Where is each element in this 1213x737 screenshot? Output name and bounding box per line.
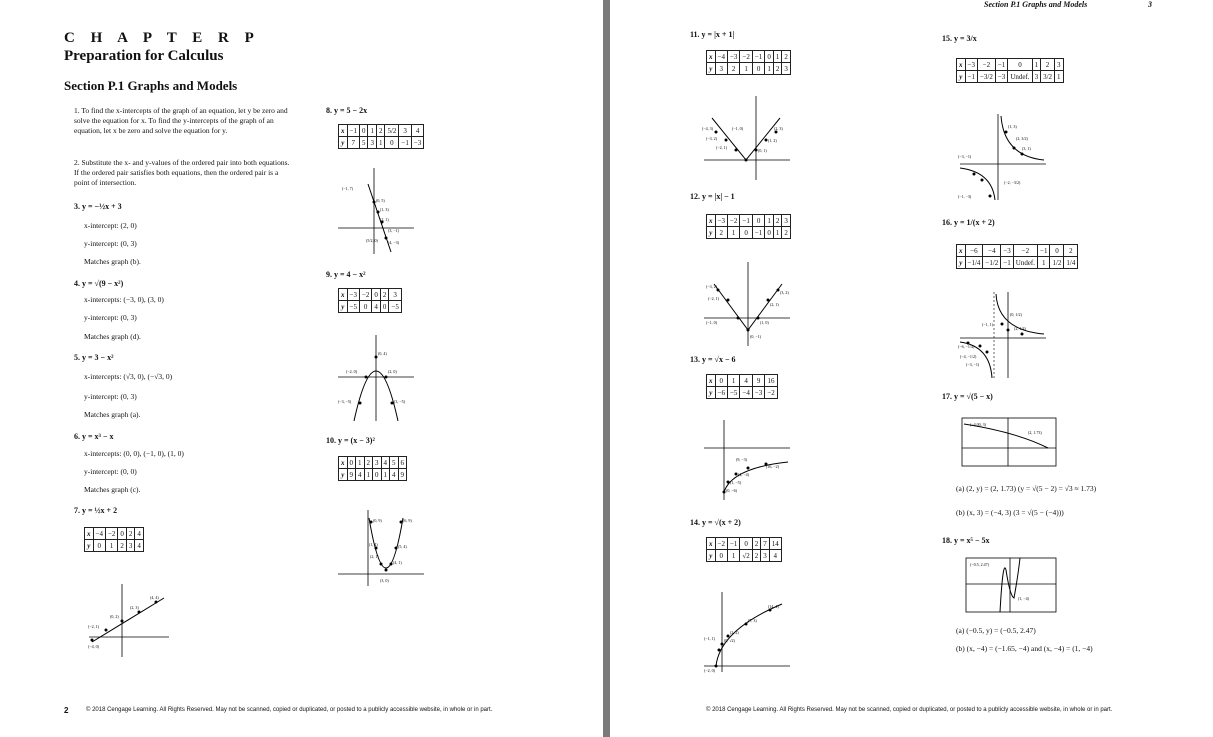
table-cell: 1: [765, 215, 774, 227]
table-cell: −2: [105, 528, 117, 540]
exercise-13-table: [706, 374, 778, 399]
table-cell: −1: [347, 125, 359, 137]
table-cell: −3: [347, 289, 359, 301]
table-cell: x: [707, 375, 716, 387]
point-label: (2, 1/4): [1014, 326, 1026, 331]
table-cell: −1: [1038, 245, 1050, 257]
exercise-14-equation: 14. y = √(x + 2): [690, 518, 741, 527]
table-cell: −5: [727, 387, 739, 399]
table-cell: 5/2: [385, 125, 399, 137]
table-cell: 4: [381, 457, 390, 469]
left-footer: © 2018 Cengage Learning. All Rights Reserved. May not be scanned, copied or duplicated, or posted to a publicly accessible website, in whole or in part.: [86, 707, 493, 713]
table-cell: −2: [740, 51, 752, 63]
exercise-14-graph: [702, 590, 792, 674]
table-cell: y: [707, 387, 716, 399]
point-label: (7, 3): [748, 618, 757, 623]
table-cell: 2: [376, 125, 385, 137]
table-cell: 4: [135, 540, 144, 552]
exercise-5-xint: x-intercepts: (√3, 0), (−√3, 0): [84, 372, 173, 381]
exercise-18-part-a: (a) (−0.5, y) = (−0.5, 2.47): [956, 626, 1036, 635]
exercise-3-match: Matches graph (b).: [84, 257, 141, 266]
point-label: (−2, 1): [88, 624, 99, 629]
exercise-11-graph: [702, 94, 792, 182]
table-cell: 1: [727, 227, 739, 239]
point-label: (2, 2): [730, 630, 739, 635]
table-cell: 1: [105, 540, 117, 552]
table-cell: 2: [715, 227, 727, 239]
point-label: (−6, −1/4): [958, 344, 975, 349]
right-page-number: 3: [1148, 0, 1152, 9]
point-label: (−2, 1): [708, 296, 719, 301]
point-label: (5, 4): [398, 544, 407, 549]
table-row: [339, 137, 424, 149]
table-cell: 1: [1038, 257, 1050, 269]
table-cell: 1/2: [1050, 257, 1064, 269]
point-label: (4, 4): [150, 595, 159, 600]
table-cell: −2: [359, 289, 371, 301]
table-cell: x: [707, 51, 716, 63]
table-cell: 4: [390, 469, 399, 481]
point-label: (0, −6): [726, 488, 737, 493]
table-cell: x: [339, 289, 348, 301]
table-cell: 1: [1032, 59, 1041, 71]
table-cell: −2: [727, 215, 739, 227]
point-label: (−3, −1): [966, 362, 980, 367]
point-label: (0, √2): [724, 638, 735, 643]
table-row: [339, 301, 402, 313]
table-row: [707, 227, 791, 239]
table-cell: 1/4: [1064, 257, 1078, 269]
exercise-18-part-b: (b) (x, −4) = (−1.65, −4) and (x, −4) = (1, −4): [956, 644, 1093, 653]
exercise-9-graph: [336, 333, 416, 423]
table-row: [339, 289, 402, 301]
table-cell: 1: [381, 469, 390, 481]
exercise-12-equation: 12. y = |x| − 1: [690, 192, 735, 201]
table-row: [707, 375, 778, 387]
exercise-17-equation: 17. y = √(5 − x): [942, 392, 993, 401]
exercise-18-graph: [956, 556, 1060, 616]
table-cell: 3: [373, 457, 382, 469]
exercise-4-xint: x-intercepts: (−3, 0), (3, 0): [84, 295, 164, 304]
exercise-8-equation: 8. y = 5 − 2x: [326, 106, 368, 115]
point-label: (6, 9): [403, 518, 412, 523]
table-cell: Undef.: [1013, 257, 1037, 269]
table-cell: 3: [782, 63, 791, 75]
table-cell: 1: [773, 51, 782, 63]
table-cell: 2: [364, 457, 373, 469]
point-label: (−2, −3/2): [1004, 180, 1021, 185]
point-label: (5/2, 0): [366, 238, 378, 243]
table-row: [339, 125, 424, 137]
table-cell: −3: [752, 387, 764, 399]
table-cell: 2: [118, 540, 127, 552]
table-cell: 1: [1055, 71, 1064, 83]
table-cell: −5: [389, 301, 401, 313]
table-row: [339, 457, 407, 469]
exercise-3-yint: y-intercept: (0, 3): [84, 239, 137, 248]
point-label: (4, −3): [388, 240, 399, 245]
table-row: [85, 528, 144, 540]
exercise-8-table: [338, 124, 424, 149]
table-cell: 6: [398, 457, 407, 469]
table-cell: y: [339, 301, 348, 313]
exercise-6-match: Matches graph (c).: [84, 485, 141, 494]
point-label: (−1, 0): [706, 320, 717, 325]
table-cell: 1: [364, 469, 373, 481]
table-cell: 16: [765, 375, 777, 387]
table-cell: −1: [740, 215, 752, 227]
exercise-4-match: Matches graph (d).: [84, 332, 141, 341]
table-cell: 1: [376, 137, 385, 149]
point-label: (3, −1): [388, 228, 399, 233]
exercise-10-table: [338, 456, 407, 481]
table-cell: y: [339, 469, 348, 481]
table-cell: 2: [727, 63, 739, 75]
table-cell: 7: [761, 538, 770, 550]
exercise-6-yint: y-intercept: (0, 0): [84, 467, 137, 476]
point-label: (2, 1): [770, 302, 779, 307]
table-cell: −6: [965, 245, 983, 257]
table-cell: 4: [740, 375, 752, 387]
table-cell: 2: [782, 51, 791, 63]
table-cell: 0: [118, 528, 127, 540]
point-label: (−4, 0): [88, 644, 99, 649]
table-cell: 0: [385, 137, 399, 149]
point-label: (1, −4): [1018, 596, 1029, 601]
table-cell: Undef.: [1008, 71, 1032, 83]
table-cell: x: [957, 245, 966, 257]
table-cell: −3: [1001, 245, 1013, 257]
point-label: (−1, 7): [342, 186, 353, 191]
table-cell: 4: [372, 301, 381, 313]
table-cell: 2: [773, 63, 782, 75]
table-cell: 0: [359, 125, 368, 137]
table-cell: −1: [995, 59, 1007, 71]
table-cell: −2: [977, 59, 995, 71]
exercise-12-table: [706, 214, 791, 239]
table-cell: −2: [1013, 245, 1037, 257]
exercise-15-graph: [958, 112, 1048, 202]
exercise-8-graph: [336, 166, 416, 256]
table-cell: 0: [765, 51, 774, 63]
point-label: (0, 1): [758, 148, 767, 153]
table-cell: 0: [740, 227, 752, 239]
point-label: (1, 4): [369, 542, 378, 547]
point-label: (1, 2): [768, 138, 777, 143]
exercise-3-xint: x-intercept: (2, 0): [84, 221, 137, 230]
running-head: Section P.1 Graphs and Models: [984, 0, 1088, 9]
table-row: [707, 215, 791, 227]
chapter-title: Preparation for Calculus: [64, 48, 224, 64]
table-cell: 3: [399, 125, 411, 137]
point-label: (0, 5): [376, 198, 385, 203]
table-cell: 1: [773, 227, 782, 239]
point-label: (2, 3): [130, 605, 139, 610]
point-label: (3, 1): [1022, 146, 1031, 151]
table-cell: 5: [390, 457, 399, 469]
point-label: (−4, 3): [702, 126, 713, 131]
table-cell: x: [707, 215, 716, 227]
table-row: [957, 245, 1078, 257]
table-cell: 0: [373, 469, 382, 481]
exercise-16-graph: [958, 290, 1048, 380]
table-cell: 9: [398, 469, 407, 481]
table-cell: 2: [752, 538, 761, 550]
table-cell: x: [339, 125, 348, 137]
point-label: (−1, 1): [704, 636, 715, 641]
exercise-15-table: [956, 58, 1064, 83]
table-cell: 2: [126, 528, 135, 540]
table-row: [957, 257, 1078, 269]
table-cell: 0: [715, 375, 727, 387]
exercise-10-graph: [336, 508, 426, 588]
table-cell: 4: [769, 550, 781, 562]
table-cell: −1: [965, 71, 977, 83]
table-cell: −1/2: [983, 257, 1001, 269]
table-cell: 3/2: [1041, 71, 1055, 83]
table-cell: √2: [740, 550, 752, 562]
table-cell: 2: [773, 215, 782, 227]
table-cell: 1: [740, 63, 752, 75]
table-cell: 1: [765, 63, 774, 75]
table-cell: −4: [740, 387, 752, 399]
table-cell: 0: [372, 289, 381, 301]
point-label: (−4.00, 3): [970, 422, 986, 427]
point-label: (2, 0): [388, 369, 397, 374]
point-label: (−4, −1/2): [960, 354, 977, 359]
table-cell: 3: [715, 63, 727, 75]
point-label: (4, 1): [393, 560, 402, 565]
table-cell: 2: [1041, 59, 1055, 71]
table-cell: 3: [126, 540, 135, 552]
table-cell: 0: [715, 550, 727, 562]
exercise-5-equation: 5. y = 3 − x²: [74, 353, 114, 362]
table-cell: −1: [752, 51, 764, 63]
table-row: [339, 469, 407, 481]
table-cell: 0: [93, 540, 105, 552]
table-cell: −4: [93, 528, 105, 540]
table-cell: 0: [752, 215, 764, 227]
point-label: (0, 2): [110, 614, 119, 619]
table-cell: −3: [411, 137, 423, 149]
exercise-4-equation: 4. y = √(9 − x²): [74, 279, 124, 288]
table-cell: 5: [359, 137, 368, 149]
table-cell: 0: [752, 63, 764, 75]
table-cell: 0: [1008, 59, 1032, 71]
exercise-11-table: [706, 50, 791, 75]
table-cell: 3: [782, 215, 791, 227]
table-cell: −3: [965, 59, 977, 71]
exercise-17-graph: [956, 416, 1060, 468]
exercise-10-equation: 10. y = (x − 3)²: [326, 436, 375, 445]
exercise-9-table: [338, 288, 402, 313]
exercise-15-equation: 15. y = 3/x: [942, 34, 977, 43]
chapter-label: C H A P T E R P: [64, 30, 260, 46]
table-cell: 9: [347, 469, 356, 481]
table-cell: −3: [995, 71, 1007, 83]
point-label: (2, 3): [774, 126, 783, 131]
exercise-14-table: [706, 537, 782, 562]
table-cell: y: [957, 257, 966, 269]
exercise-17-part-b: (b) (x, 3) = (−4, 3) (3 = √(5 − (−4))): [956, 508, 1064, 517]
table-cell: 3: [1032, 71, 1041, 83]
table-cell: y: [707, 63, 716, 75]
table-cell: 0: [380, 301, 389, 313]
point-label: (1, 3): [1008, 124, 1017, 129]
point-label: (2, 3/2): [1016, 136, 1028, 141]
point-label: (−0.5, 2.47): [970, 562, 989, 567]
point-label: (−2, 0): [704, 668, 715, 673]
table-row: [957, 71, 1064, 83]
page-gutter: [603, 0, 610, 737]
point-label: (3, 0): [380, 578, 389, 583]
section-title: Section P.1 Graphs and Models: [64, 78, 238, 93]
table-cell: 2: [380, 289, 389, 301]
point-label: (14, 4): [768, 604, 779, 609]
point-label: (1, 3): [380, 207, 389, 212]
table-cell: −3/2: [977, 71, 995, 83]
table-cell: y: [707, 227, 716, 239]
table-row: [85, 540, 144, 552]
table-cell: 1: [727, 375, 739, 387]
table-cell: −1: [752, 227, 764, 239]
table-cell: −2: [765, 387, 777, 399]
point-label: (−1, 0): [732, 126, 743, 131]
point-label: (−1, −3): [958, 194, 972, 199]
exercise-5-yint: y-intercept: (0, 3): [84, 392, 137, 401]
table-cell: 3: [368, 137, 377, 149]
table-cell: 4: [135, 528, 144, 540]
table-cell: −4: [983, 245, 1001, 257]
table-row: [707, 387, 778, 399]
table-cell: x: [707, 538, 716, 550]
point-label: (0, 9): [373, 518, 382, 523]
table-cell: −5: [347, 301, 359, 313]
exercise-11-equation: 11. y = |x + 1|: [690, 30, 735, 39]
exercise-3-equation: 3. y = −½x + 3: [74, 202, 122, 211]
exercise-16-table: [956, 244, 1078, 269]
table-cell: 0: [347, 457, 356, 469]
table-cell: −2: [715, 538, 727, 550]
table-cell: 0: [359, 301, 371, 313]
table-cell: x: [957, 59, 966, 71]
point-label: (2, 1.73): [1028, 430, 1042, 435]
point-label: (−2, 0): [346, 369, 357, 374]
table-cell: 14: [769, 538, 781, 550]
point-label: (3, 2): [780, 290, 789, 295]
table-cell: −4: [715, 51, 727, 63]
table-cell: −3: [715, 215, 727, 227]
point-label: (2, 1): [380, 217, 389, 222]
right-footer: © 2018 Cengage Learning. All Rights Reserved. May not be scanned, copied or duplicated, or posted to a publicly accessible website, in whole or in part.: [706, 707, 1113, 713]
table-cell: 3: [389, 289, 401, 301]
exercise-6-xint: x-intercepts: (0, 0), (−1, 0), (1, 0): [84, 449, 184, 458]
exercise-7-graph: [84, 582, 174, 662]
table-cell: y: [339, 137, 348, 149]
table-cell: y: [957, 71, 966, 83]
exercise-1-text: 1. To find the x-intercepts of the graph of an equation, let y be zero and solve the equation for x. To find the y-intercepts of the graph of an equation, let x be zero and solve the equation for y.: [74, 106, 288, 135]
table-cell: −1: [1001, 257, 1013, 269]
table-cell: 2: [782, 227, 791, 239]
exercise-16-equation: 16. y = 1/(x + 2): [942, 218, 995, 227]
point-label: (2, 1): [370, 554, 379, 559]
table-cell: −1: [727, 538, 739, 550]
exercise-17-part-a: (a) (2, y) = (2, 1.73) (y = √(5 − 2) = √3 ≈ 1.73): [956, 484, 1097, 493]
table-cell: 1: [368, 125, 377, 137]
table-cell: 4: [356, 469, 365, 481]
exercise-2-text: 2. Substitute the x- and y-values of the ordered pair into both equations. If the ordered pair satisfies both equations, then the ordered pair is a point of intersection.: [74, 158, 290, 187]
table-cell: x: [85, 528, 94, 540]
table-row: [957, 59, 1064, 71]
point-label: (1, 0): [760, 320, 769, 325]
table-cell: 2: [752, 550, 761, 562]
point-label: (−3, 2): [706, 284, 717, 289]
table-cell: 0: [1050, 245, 1064, 257]
exercise-7-table: [84, 527, 144, 552]
point-label: (1, −5): [730, 480, 741, 485]
point-label: (9, −3): [736, 457, 747, 462]
table-cell: 7: [347, 137, 359, 149]
exercise-13-equation: 13. y = √x − 6: [690, 355, 736, 364]
exercise-13-graph: [702, 418, 792, 502]
table-cell: −1/4: [965, 257, 983, 269]
table-cell: 1: [727, 550, 739, 562]
right-page: [610, 0, 1213, 737]
table-cell: 9: [752, 375, 764, 387]
point-label: (0, 4): [378, 351, 387, 356]
table-cell: y: [85, 540, 94, 552]
table-cell: 3: [761, 550, 770, 562]
exercise-9-equation: 9. y = 4 − x²: [326, 270, 366, 279]
point-label: (3, −5): [394, 399, 405, 404]
table-cell: y: [707, 550, 716, 562]
point-label: (−3, 2): [706, 136, 717, 141]
left-page: [0, 0, 603, 737]
table-cell: 4: [411, 125, 423, 137]
table-cell: x: [339, 457, 348, 469]
left-page-number: 2: [64, 706, 69, 715]
table-cell: 2: [1064, 245, 1078, 257]
table-cell: −1: [399, 137, 411, 149]
table-row: [707, 550, 782, 562]
exercise-7-equation: 7. y = ½x + 2: [74, 506, 118, 515]
exercise-6-equation: 6. y = x³ − x: [74, 432, 114, 441]
table-cell: 3: [1055, 59, 1064, 71]
table-row: [707, 63, 791, 75]
exercise-18-equation: 18. y = x⁵ − 5x: [942, 536, 990, 545]
table-row: [707, 538, 782, 550]
table-cell: 0: [765, 227, 774, 239]
table-cell: −6: [715, 387, 727, 399]
point-label: (−2, 1): [716, 145, 727, 150]
point-label: (0, −1): [750, 334, 761, 339]
table-cell: −3: [727, 51, 739, 63]
point-label: (4, −4): [738, 472, 749, 477]
point-label: (16, −2): [766, 464, 779, 469]
exercise-5-match: Matches graph (a).: [84, 410, 141, 419]
exercise-4-yint: y-intercept: (0, 3): [84, 313, 137, 322]
table-cell: 0: [740, 538, 752, 550]
point-label: (−1, 1): [982, 322, 993, 327]
point-label: (−3, −5): [338, 399, 352, 404]
table-cell: 1: [356, 457, 365, 469]
exercise-12-graph: [702, 260, 792, 348]
point-label: (−3, −1): [958, 154, 972, 159]
table-row: [707, 51, 791, 63]
point-label: (0, 1/2): [1010, 312, 1022, 317]
